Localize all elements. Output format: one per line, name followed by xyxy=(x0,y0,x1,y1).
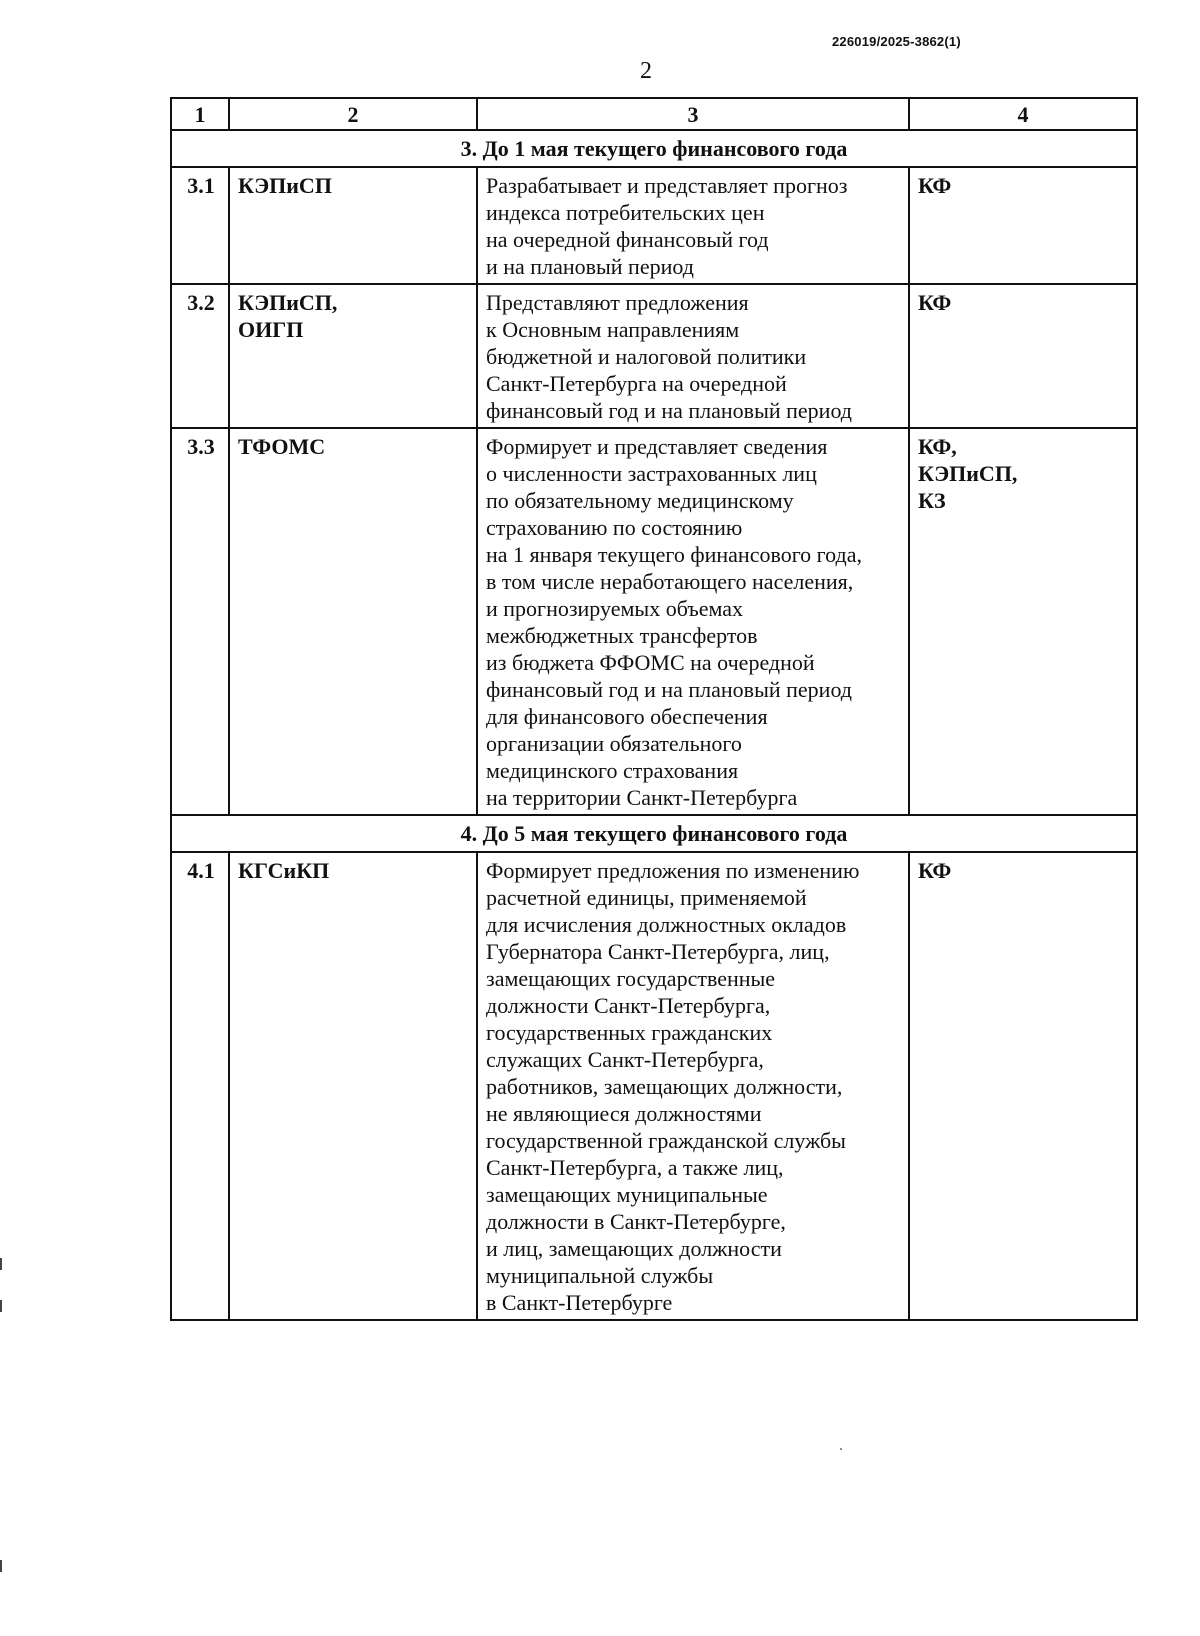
scan-edge-mark xyxy=(0,1258,2,1270)
table-row xyxy=(171,167,1137,284)
responsible-org-cell xyxy=(229,284,477,428)
scan-dot xyxy=(840,1448,842,1450)
task-description-line: Формирует и представляет сведения xyxy=(486,434,828,459)
section-title: 4. До 5 мая текущего финансового года xyxy=(171,815,1137,852)
responsible-org-cell xyxy=(229,428,477,815)
task-description-line: муниципальной службы xyxy=(486,1263,714,1288)
task-description-line: и прогнозируемых объемах xyxy=(486,596,744,621)
task-description-line: к Основным направлениям xyxy=(486,317,740,342)
table-row xyxy=(171,428,1137,815)
recipient-line: КЭПиСП, xyxy=(918,461,1018,486)
recipient-cell xyxy=(909,428,1137,815)
recipient-line: КФ, xyxy=(918,434,957,459)
column-header-1: 1 xyxy=(171,98,229,130)
task-description-line: замещающих муниципальные xyxy=(486,1182,768,1207)
task-description-line: Санкт-Петербурга, а также лиц, xyxy=(486,1155,784,1180)
responsible-org-line: ТФОМС xyxy=(238,434,326,459)
task-description-line: не являющиеся должностями xyxy=(486,1101,762,1126)
row-number: 4.1 xyxy=(171,852,229,1320)
responsible-org-cell xyxy=(229,852,477,1320)
task-description-cell xyxy=(477,428,909,815)
task-description-line: Губернатора Санкт-Петербурга, лиц, xyxy=(486,939,830,964)
task-description-line: должности Санкт-Петербурга, xyxy=(486,993,771,1018)
task-description-line: и лиц, замещающих должности xyxy=(486,1236,782,1261)
page-number: 2 xyxy=(640,58,652,84)
task-description-cell xyxy=(477,167,909,284)
section-header-row xyxy=(171,130,1137,167)
task-description-line: на 1 января текущего финансового года, xyxy=(486,542,862,567)
document-id: 226019/2025-3862(1) xyxy=(832,34,961,49)
responsible-org-line: ОИГП xyxy=(238,317,304,342)
task-description-line: из бюджета ФФОМС на очередной xyxy=(486,650,815,675)
recipient-cell xyxy=(909,284,1137,428)
table-header-row xyxy=(171,98,1137,130)
task-description-line: финансовый год и на плановый период xyxy=(486,677,852,702)
column-header-3: 3 xyxy=(477,98,909,130)
task-description-line: служащих Санкт-Петербурга, xyxy=(486,1047,764,1072)
task-description-line: в том числе неработающего населения, xyxy=(486,569,854,594)
table-row xyxy=(171,284,1137,428)
task-description-line: на территории Санкт-Петербурга xyxy=(486,785,798,810)
recipient-line: КФ xyxy=(918,290,952,315)
task-description-line: должности в Санкт-Петербурге, xyxy=(486,1209,786,1234)
task-description-cell xyxy=(477,284,909,428)
task-description-line: для финансового обеспечения xyxy=(486,704,768,729)
section-title: 3. До 1 мая текущего финансового года xyxy=(171,130,1137,167)
task-description-line: работников, замещающих должности, xyxy=(486,1074,843,1099)
recipient-line: КЗ xyxy=(918,488,946,513)
recipient-cell xyxy=(909,852,1137,1320)
task-description-line: финансовый год и на плановый период xyxy=(486,398,852,423)
column-header-4: 4 xyxy=(909,98,1137,130)
task-description-line: для исчисления должностных окладов xyxy=(486,912,847,937)
task-description-line: государственной гражданской службы xyxy=(486,1128,846,1153)
task-description-line: государственных гражданских xyxy=(486,1020,773,1045)
table-body xyxy=(171,130,1137,1320)
row-number: 3.3 xyxy=(171,428,229,815)
task-description-line: Разрабатывает и представляет прогноз xyxy=(486,173,848,198)
recipient-line: КФ xyxy=(918,858,952,883)
task-description-line: Санкт-Петербурга на очередной xyxy=(486,371,787,396)
scan-edge-mark xyxy=(0,1560,2,1572)
task-description-line: медицинского страхования xyxy=(486,758,739,783)
table-row xyxy=(171,852,1137,1320)
task-description-line: о численности застрахованных лиц xyxy=(486,461,817,486)
task-description-line: организации обязательного xyxy=(486,731,742,756)
responsible-org-cell xyxy=(229,167,477,284)
task-description-line: межбюджетных трансфертов xyxy=(486,623,758,648)
task-description-line: по обязательному медицинскому xyxy=(486,488,794,513)
task-description-line: в Санкт-Петербурге xyxy=(486,1290,673,1315)
task-description-line: замещающих государственные xyxy=(486,966,776,991)
task-description-line: бюджетной и налоговой политики xyxy=(486,344,807,369)
responsible-org-line: КГСиКП xyxy=(238,858,330,883)
task-description-line: страхованию по состоянию xyxy=(486,515,743,540)
row-number: 3.1 xyxy=(171,167,229,284)
responsible-org-line: КЭПиСП xyxy=(238,173,332,198)
scan-edge-mark xyxy=(0,1300,2,1312)
responsible-org-line: КЭПиСП, xyxy=(238,290,338,315)
task-description-line: Представляют предложения xyxy=(486,290,749,315)
recipient-cell xyxy=(909,167,1137,284)
column-header-2: 2 xyxy=(229,98,477,130)
task-description-cell xyxy=(477,852,909,1320)
recipient-line: КФ xyxy=(918,173,952,198)
schedule-table xyxy=(170,97,1138,1321)
task-description-line: и на плановый период xyxy=(486,254,694,279)
section-header-row xyxy=(171,815,1137,852)
task-description-line: расчетной единицы, применяемой xyxy=(486,885,807,910)
task-description-line: Формирует предложения по изменению xyxy=(486,858,860,883)
task-description-line: на очередной финансовый год xyxy=(486,227,769,252)
row-number: 3.2 xyxy=(171,284,229,428)
task-description-line: индекса потребительских цен xyxy=(486,200,765,225)
